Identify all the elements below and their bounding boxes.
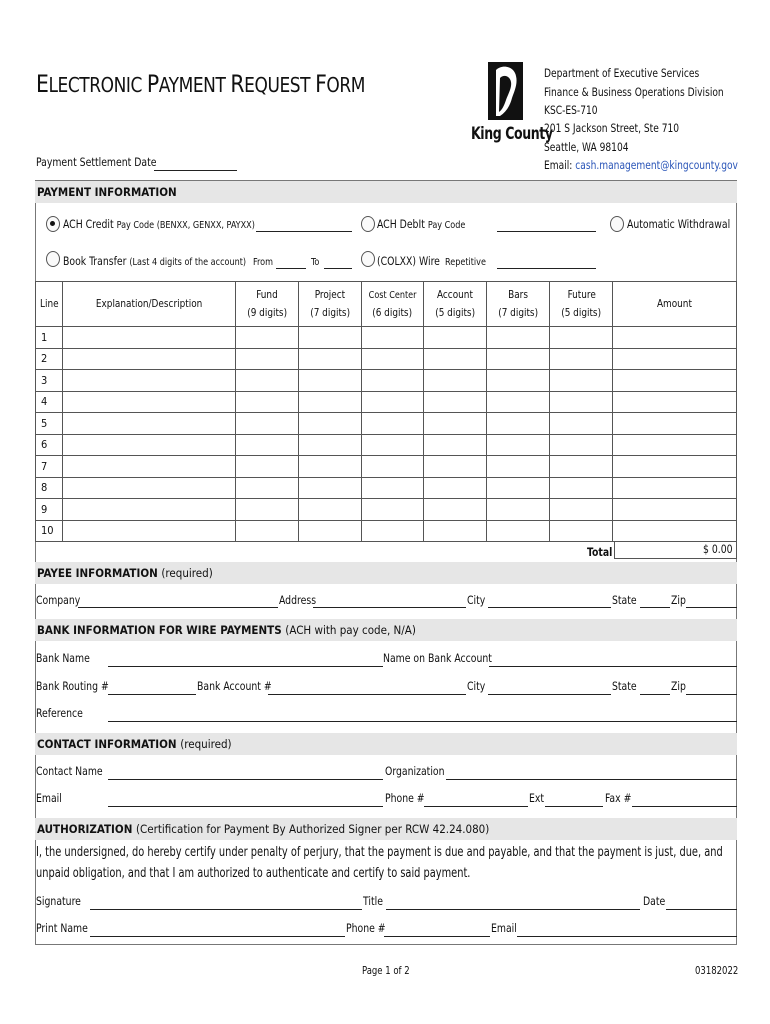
bank-state-label: State (612, 679, 637, 693)
zip-field[interactable] (686, 607, 737, 608)
contact-email-label: Email (36, 791, 62, 805)
bank-routing-label: Bank Routing # (36, 679, 109, 693)
address-label: Address (279, 593, 317, 607)
line-item-cell[interactable] (235, 434, 298, 456)
line-item-cell[interactable] (361, 370, 424, 392)
line-items-table (35, 281, 737, 542)
bank-account-field[interactable] (268, 694, 466, 695)
date-field[interactable] (666, 909, 737, 910)
line-item-cell[interactable] (550, 370, 613, 392)
mailstop: KSC-ES-710 (544, 103, 598, 117)
table-row (36, 348, 737, 370)
col-account-header: Account (5 digits) (424, 282, 487, 327)
line-number: 4 (36, 391, 63, 413)
repetitive-label: Repetitive (445, 257, 486, 268)
line-item-cell[interactable] (424, 413, 487, 435)
line-item-cell[interactable] (613, 456, 737, 478)
line-item-cell[interactable] (62, 434, 235, 456)
bank-zip-label: Zip (671, 679, 686, 693)
line-item-cell[interactable] (62, 413, 235, 435)
line-item-cell[interactable] (550, 456, 613, 478)
total-value: $ 0.00 (703, 542, 733, 556)
table-row (36, 520, 737, 542)
print-name-field[interactable] (90, 936, 345, 937)
col-project-header: Project (7 digits) (298, 282, 361, 327)
wire-radio[interactable] (361, 251, 375, 267)
line-item-cell[interactable] (487, 327, 550, 349)
line-item-cell[interactable] (298, 413, 361, 435)
email-link[interactable]: cash.management@kingcounty.gov (575, 158, 738, 172)
line-item-cell[interactable] (424, 520, 487, 542)
col-future-header: Future (5 digits) (550, 282, 613, 327)
line-item-cell[interactable] (550, 327, 613, 349)
ach-credit-label: ACH Credit Pay Code (BENXX, GENXX, PAYXX) (63, 217, 255, 231)
line-item-cell[interactable] (298, 520, 361, 542)
line-item-cell[interactable] (613, 327, 737, 349)
line-item-cell[interactable] (62, 327, 235, 349)
bank-routing-field[interactable] (108, 694, 196, 695)
repetitive-field[interactable] (497, 268, 596, 269)
line-item-cell[interactable] (550, 391, 613, 413)
phone-label: Phone # (385, 791, 425, 805)
line-item-cell[interactable] (550, 434, 613, 456)
from-field[interactable] (276, 268, 306, 269)
col-bars-header: Bars (7 digits) (487, 282, 550, 327)
organization-field[interactable] (446, 779, 737, 780)
ext-field[interactable] (545, 806, 603, 807)
ach-debit-radio[interactable] (361, 216, 375, 232)
line-item-cell[interactable] (487, 434, 550, 456)
signature-field[interactable] (90, 909, 362, 910)
line-item-cell[interactable] (361, 348, 424, 370)
line-item-cell[interactable] (424, 477, 487, 499)
line-item-cell[interactable] (62, 348, 235, 370)
bank-city-label: City (467, 679, 486, 693)
reference-label: Reference (36, 706, 83, 720)
line-item-cell[interactable] (298, 370, 361, 392)
line-number: 7 (36, 456, 63, 478)
line-number: 6 (36, 434, 63, 456)
bank-zip-field[interactable] (686, 694, 737, 695)
name-on-account-label: Name on Bank Account (383, 651, 492, 665)
line-item-cell[interactable] (613, 391, 737, 413)
line-item-cell[interactable] (613, 370, 737, 392)
contact-name-label: Contact Name (36, 764, 103, 778)
line-number: 2 (36, 348, 63, 370)
ach-credit-paycode-field[interactable] (256, 231, 352, 232)
settlement-date-label: Payment Settlement Date (36, 155, 157, 169)
fax-field[interactable] (632, 806, 737, 807)
contact-email: Email: cash.management@kingcounty.gov (544, 158, 738, 172)
contact-name-field[interactable] (108, 779, 383, 780)
company-label: Company (36, 593, 81, 607)
line-item-cell[interactable] (235, 348, 298, 370)
line-item-cell[interactable] (613, 434, 737, 456)
line-item-cell[interactable] (361, 499, 424, 521)
total-label: Total (587, 545, 613, 559)
line-number: 1 (36, 327, 63, 349)
line-item-cell[interactable] (424, 327, 487, 349)
line-item-cell[interactable] (62, 456, 235, 478)
city-label: City (467, 593, 486, 607)
line-item-cell[interactable] (550, 499, 613, 521)
state-field[interactable] (640, 607, 670, 608)
line-item-cell[interactable] (424, 348, 487, 370)
line-item-cell[interactable] (550, 348, 613, 370)
print-name-label: Print Name (36, 921, 88, 935)
line-item-cell[interactable] (613, 520, 737, 542)
line-item-cell[interactable] (361, 391, 424, 413)
line-number: 5 (36, 413, 63, 435)
form-title: ELECTRONIC PAYMENT REQUEST FORM (36, 70, 366, 98)
certification-text-line1: I, the undersigned, do hereby certify under penalty of perjury, that the payment is due and payable, and that the payment is just, due, and (36, 845, 723, 860)
line-number: 10 (36, 520, 63, 542)
authorization-heading: AUTHORIZATION (Certification for Payment By Authorized Signer per RCW 42.24.080) (35, 818, 737, 840)
state-label: State (612, 593, 637, 607)
to-label: To (311, 257, 320, 268)
date-label: Date (643, 894, 666, 908)
bank-state-field[interactable] (640, 694, 670, 695)
line-number: 3 (36, 370, 63, 392)
line-item-cell[interactable] (298, 477, 361, 499)
bank-name-label: Bank Name (36, 651, 90, 665)
line-item-cell[interactable] (62, 391, 235, 413)
line-item-cell[interactable] (298, 327, 361, 349)
logo-text: King County (471, 124, 553, 144)
table-row (36, 456, 737, 478)
line-item-cell[interactable] (550, 477, 613, 499)
line-item-cell[interactable] (298, 391, 361, 413)
auth-email-label: Email (491, 921, 517, 935)
table-row (36, 499, 737, 521)
line-item-cell[interactable] (361, 477, 424, 499)
col-line-header: Line (36, 282, 63, 327)
wire-label: (COLXX) Wire (377, 254, 440, 268)
signature-label: Signature (36, 894, 81, 908)
contact-email-field[interactable] (108, 806, 383, 807)
line-item-cell[interactable] (361, 520, 424, 542)
line-item-cell[interactable] (298, 348, 361, 370)
col-amount-header: Amount (613, 282, 737, 327)
line-item-cell[interactable] (298, 434, 361, 456)
auth-phone-label: Phone # (346, 921, 386, 935)
line-item-cell[interactable] (62, 520, 235, 542)
ach-credit-radio[interactable] (46, 216, 60, 232)
table-row (36, 370, 737, 392)
table-row (36, 477, 737, 499)
bank-info-heading: BANK INFORMATION FOR WIRE PAYMENTS (ACH with pay code, N/A) (35, 619, 737, 641)
line-item-cell[interactable] (235, 391, 298, 413)
line-item-cell[interactable] (298, 499, 361, 521)
name-on-account-field[interactable] (489, 666, 737, 667)
line-item-cell[interactable] (424, 370, 487, 392)
organization-label: Organization (385, 764, 445, 778)
book-transfer-label: Book Transfer (Last 4 digits of the account) (63, 254, 247, 268)
to-field[interactable] (324, 268, 352, 269)
zip-label: Zip (671, 593, 686, 607)
address-field[interactable] (313, 607, 466, 608)
line-item-cell[interactable] (487, 391, 550, 413)
line-item-cell[interactable] (487, 520, 550, 542)
line-item-cell[interactable] (487, 477, 550, 499)
phone-field[interactable] (424, 806, 528, 807)
company-field[interactable] (78, 607, 278, 608)
line-item-cell[interactable] (613, 477, 737, 499)
line-item-cell[interactable] (361, 327, 424, 349)
book-transfer-radio[interactable] (46, 251, 60, 267)
bank-account-label: Bank Account # (197, 679, 272, 693)
line-number: 9 (36, 499, 63, 521)
line-item-cell[interactable] (550, 520, 613, 542)
line-item-cell[interactable] (235, 477, 298, 499)
line-item-cell[interactable] (235, 456, 298, 478)
line-item-cell[interactable] (361, 413, 424, 435)
line-item-cell[interactable] (613, 499, 737, 521)
line-item-cell[interactable] (424, 499, 487, 521)
dept-name: Department of Executive Services (544, 66, 700, 80)
col-description-header: Explanation/Description (62, 282, 235, 327)
payee-info-heading: PAYEE INFORMATION (required) (35, 562, 737, 584)
city-field[interactable] (488, 607, 611, 608)
line-item-cell[interactable] (550, 413, 613, 435)
line-item-cell[interactable] (62, 499, 235, 521)
line-item-cell[interactable] (487, 348, 550, 370)
line-item-cell[interactable] (424, 434, 487, 456)
bank-name-field[interactable] (108, 666, 383, 667)
table-header-row (36, 282, 737, 327)
line-item-cell[interactable] (235, 413, 298, 435)
line-item-cell[interactable] (487, 499, 550, 521)
page-number: Page 1 of 2 (362, 965, 410, 977)
settlement-date-field[interactable] (154, 170, 237, 171)
table-row (36, 434, 737, 456)
reference-field[interactable] (108, 721, 737, 722)
fax-label: Fax # (605, 791, 632, 805)
line-item-cell[interactable] (361, 456, 424, 478)
bank-city-field[interactable] (488, 694, 611, 695)
certification-text-line2: unpaid obligation, and that I am authorized to authenticate and certify to said payment. (36, 866, 471, 881)
title-field[interactable] (386, 909, 640, 910)
line-item-cell[interactable] (487, 370, 550, 392)
ach-debit-paycode-field[interactable] (497, 231, 596, 232)
automatic-withdrawal-radio[interactable] (610, 216, 624, 232)
auth-phone-field[interactable] (384, 936, 490, 937)
title-label: Title (363, 894, 383, 908)
line-item-cell[interactable] (298, 456, 361, 478)
line-item-cell[interactable] (361, 434, 424, 456)
ext-label: Ext (529, 791, 545, 805)
street-address: 201 S Jackson Street, Ste 710 (544, 121, 680, 135)
line-item-cell[interactable] (235, 520, 298, 542)
table-row (36, 413, 737, 435)
king-county-logo-icon (488, 62, 523, 120)
line-item-cell[interactable] (613, 413, 737, 435)
from-label: From (253, 257, 273, 268)
table-row (36, 391, 737, 413)
line-item-cell[interactable] (424, 456, 487, 478)
line-number: 8 (36, 477, 63, 499)
line-item-cell[interactable] (424, 391, 487, 413)
division-name: Finance & Business Operations Division (544, 85, 724, 99)
automatic-withdrawal-label: Automatic Withdrawal (627, 217, 731, 231)
form-code: 03182022 (695, 965, 739, 977)
city-address: Seattle, WA 98104 (544, 140, 629, 154)
line-item-cell[interactable] (62, 370, 235, 392)
ach-debit-label: ACH DebIt Pay Code (377, 217, 466, 231)
col-cost-center-header: Cost Center (6 digits) (361, 282, 424, 327)
line-item-cell[interactable] (487, 413, 550, 435)
line-item-cell[interactable] (235, 327, 298, 349)
payment-info-heading: PAYMENT INFORMATION (35, 181, 737, 203)
contact-info-heading: CONTACT INFORMATION (required) (35, 733, 737, 755)
line-item-cell[interactable] (62, 477, 235, 499)
line-item-cell[interactable] (235, 499, 298, 521)
line-item-cell[interactable] (487, 456, 550, 478)
auth-email-field[interactable] (517, 936, 737, 937)
table-row (36, 327, 737, 349)
line-item-cell[interactable] (235, 370, 298, 392)
line-item-cell[interactable] (613, 348, 737, 370)
col-fund-header: Fund (9 digits) (235, 282, 298, 327)
